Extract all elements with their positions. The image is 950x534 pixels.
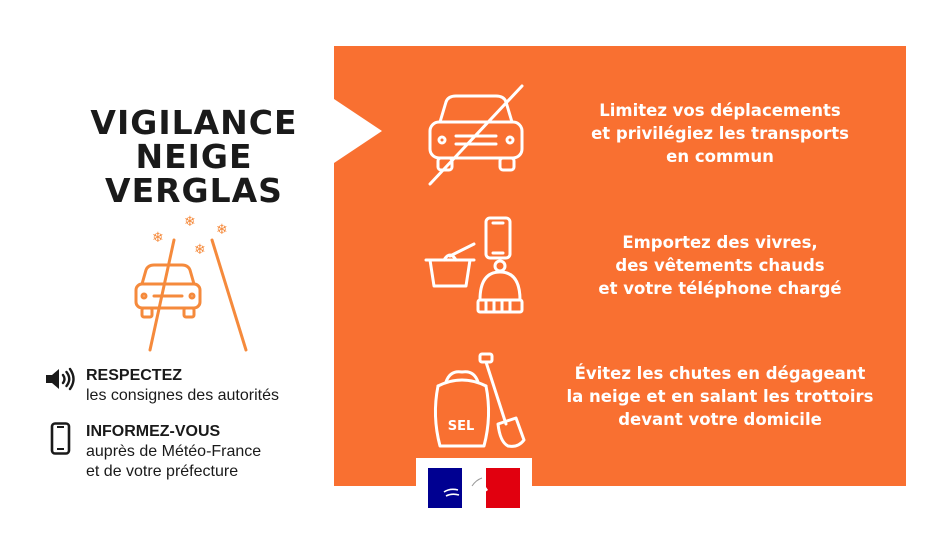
svg-text:❄: ❄ — [216, 222, 228, 238]
snowy-road-car-icon — [128, 212, 258, 358]
page-title — [60, 103, 328, 210]
advice-line: Évitez les chutes en dégageant — [574, 364, 866, 383]
advice-line: la neige et en salant les trottoirs — [566, 387, 874, 406]
advice-line: Emportez des vivres, — [622, 233, 818, 252]
info-respectez — [44, 366, 279, 406]
republic-logo-card — [416, 458, 532, 520]
advice-line: en commun — [666, 147, 774, 166]
panel-notch — [334, 99, 382, 163]
advice-3-text — [555, 362, 885, 431]
info-informez-text — [86, 422, 261, 482]
advice-line: des vêtements chauds — [615, 256, 825, 275]
title-line-3: VERGLAS — [105, 171, 283, 210]
advice-line: devant votre domicile — [618, 410, 822, 429]
salt-shovel-icon — [428, 350, 538, 454]
info-line: auprès de Météo-France — [86, 443, 262, 460]
advice-2-text — [555, 231, 885, 300]
svg-text:❄: ❄ — [194, 242, 206, 258]
advice-line: Limitez vos déplacements — [599, 101, 841, 120]
info-respectez-text — [86, 366, 279, 406]
info-line: et de votre préfecture — [86, 463, 239, 480]
title-line-1: VIGILANCE — [90, 103, 298, 142]
svg-text:❄: ❄ — [184, 214, 196, 230]
advice-1-text — [555, 99, 885, 168]
marianne-flag-logo — [428, 468, 520, 508]
salt-label: SEL — [447, 419, 475, 434]
speaker-icon — [44, 366, 76, 392]
info-heading: INFORMEZ-VOUS — [86, 423, 221, 440]
crossed-car-icon — [418, 84, 534, 188]
advice-line: et votre téléphone chargé — [598, 279, 842, 298]
info-heading: RESPECTEZ — [86, 367, 183, 384]
svg-text:❄: ❄ — [152, 230, 164, 246]
title-line-2: NEIGE — [135, 137, 253, 176]
supplies-icon — [420, 214, 530, 318]
smartphone-icon — [44, 422, 76, 456]
info-line: les consignes des autorités — [86, 387, 279, 404]
info-informez — [44, 422, 261, 482]
advice-line: et privilégiez les transports — [591, 124, 849, 143]
